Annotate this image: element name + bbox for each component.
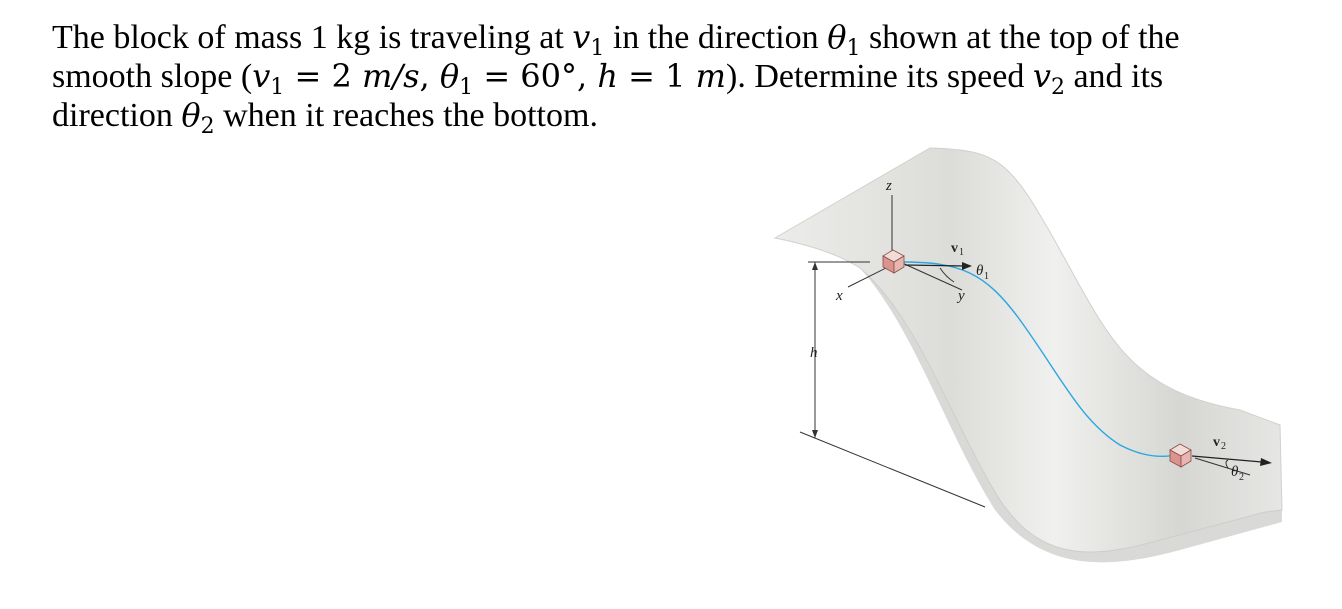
math-theta1: $\theta_1$ <box>827 18 861 61</box>
z-axis-label: z <box>886 178 892 194</box>
math-v2: $v_2$ <box>1032 57 1065 100</box>
math-v1: $v_1$ <box>572 18 605 61</box>
text-segment: direction <box>52 97 182 134</box>
theta2-subscript: 2 <box>1239 472 1244 483</box>
theta2-label: θ <box>1231 464 1239 480</box>
v1-subscript: 1 <box>959 247 964 258</box>
ground-line <box>800 432 985 507</box>
h-arrow-top <box>812 262 818 270</box>
math-theta2: $\theta_2$ <box>181 96 215 139</box>
text-segment: in the direction <box>604 19 828 56</box>
theta1-subscript: 1 <box>984 271 989 282</box>
v1-label: v <box>951 241 958 256</box>
x-axis-label: x <box>836 288 843 304</box>
text-segment: and its <box>1064 58 1164 95</box>
y-axis-label: y <box>958 288 965 304</box>
h-label: h <box>810 345 818 361</box>
v2-subscript: 2 <box>1221 441 1226 452</box>
math-given-values: $v_1 = 2$ m/s, $\theta_1 = 60^\circ$, h = 1 m <box>252 57 726 100</box>
text-segment: when it reaches the bottom. <box>214 97 598 134</box>
v2-label: v <box>1213 435 1220 450</box>
text-segment: smooth slope ( <box>52 58 253 95</box>
text-segment: shown at the top of the <box>860 19 1180 56</box>
slope-surface <box>775 148 1282 552</box>
text-segment: ). Determine its speed <box>726 58 1033 95</box>
theta1-label: θ <box>976 263 984 279</box>
text-segment: The block of mass 1 kg is traveling at <box>52 19 573 56</box>
